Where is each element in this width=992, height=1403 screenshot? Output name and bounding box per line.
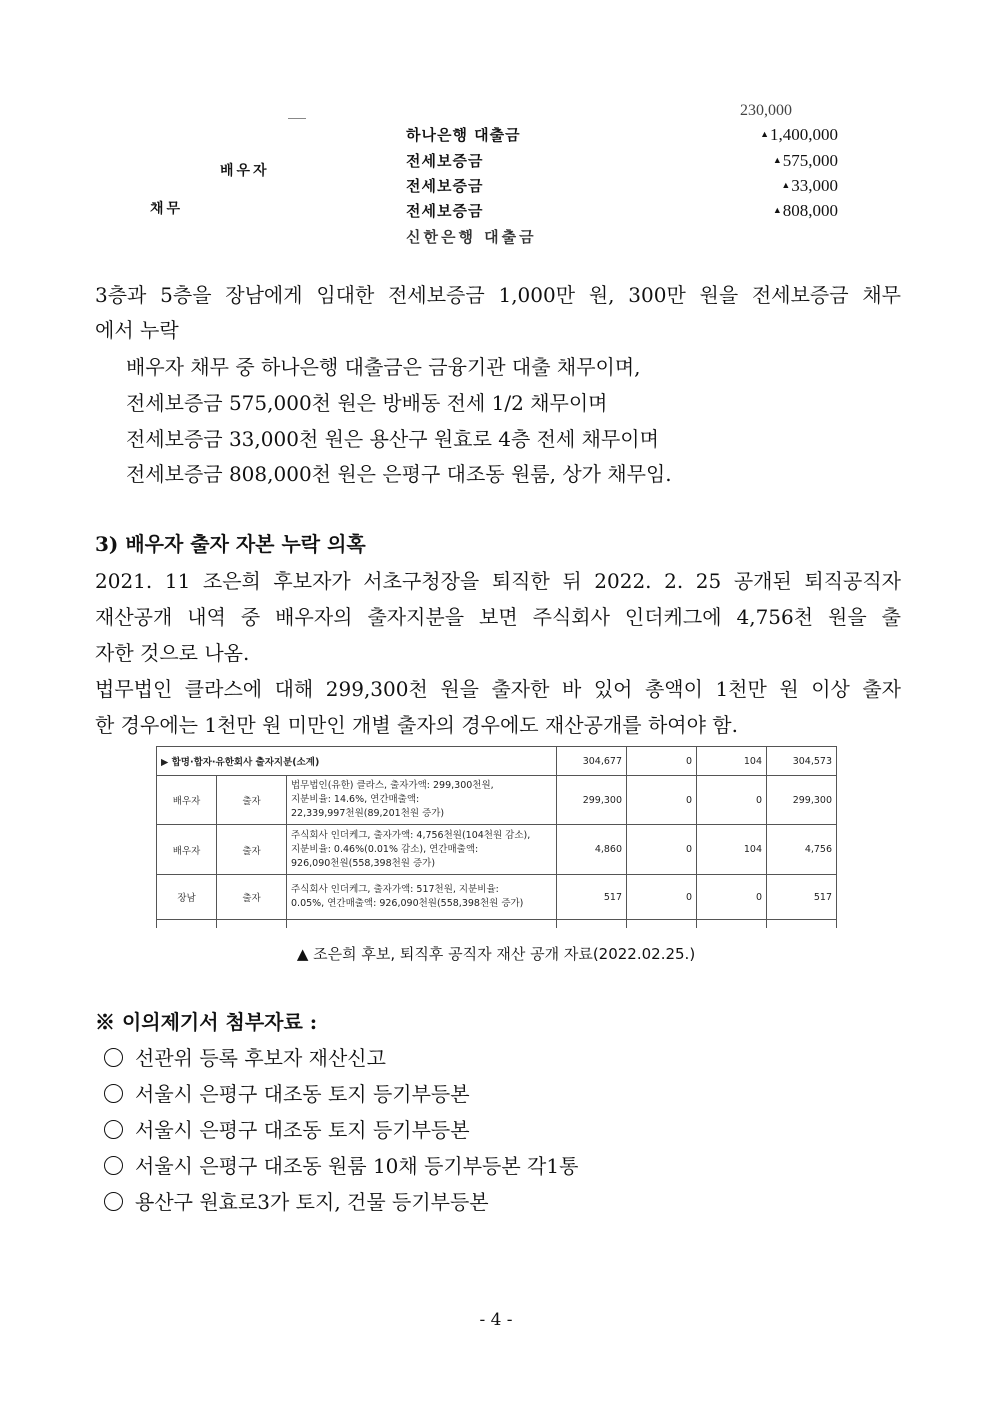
description-cell: 주식회사 인더케그, 출자가액: 517천원, 지분비율: 0.05%, 연간매출액: 926,090천원(558,398천원 증가) <box>287 875 557 920</box>
cut-bottom-text: 신한은행 대출금 <box>406 228 537 246</box>
paragraph-line: 자한 것으로 나옴. <box>95 641 250 665</box>
attachment-item: 선관위 등록 후보자 재산신고 <box>104 1042 386 1071</box>
page-number: - 4 - <box>479 1310 513 1330</box>
table-row <box>157 776 837 825</box>
debt-row-amount: ▲33,000 <box>781 176 838 195</box>
circle-icon <box>104 1048 123 1067</box>
paragraph-line: 한 경우에는 1천만 원 미만인 개별 출자의 경우에도 재산공개를 하여야 함. <box>95 713 738 737</box>
paragraph-line: 2021. 11 조은희 후보자가 서초구청장을 퇴직한 뒤 2022. 2. 25 공개된 퇴직공직자 <box>95 569 901 593</box>
attachment-item: 서울시 은평구 대조동 토지 등기부등본 <box>104 1114 470 1143</box>
header-value: 0 <box>627 747 697 776</box>
value-cell: 299,300 <box>557 776 627 825</box>
circle-icon <box>104 1120 123 1139</box>
header-value: 304,573 <box>767 747 837 776</box>
table-header-row <box>157 747 837 776</box>
debt-detail-line: 전세보증금 808,000천 원은 은평구 대조동 원룸, 상가 채무임. <box>126 462 672 486</box>
value-cell: 0 <box>627 825 697 875</box>
triangle-icon: ▲ <box>772 155 782 165</box>
type-cell: 출자 <box>217 825 287 875</box>
value-cell: 104 <box>697 825 767 875</box>
debt-detail-line: 전세보증금 575,000천 원은 방배동 전세 1/2 채무이며 <box>126 391 608 415</box>
header-value: 304,677 <box>557 747 627 776</box>
value-cell: 299,300 <box>767 776 837 825</box>
triangle-icon: ▲ <box>781 180 791 190</box>
debt-row <box>406 124 846 148</box>
section-heading: 3) 배우자 출자 자본 누락 의혹 <box>95 532 366 556</box>
description-cell: 주식회사 인더케그, 출자가액: 4,756천원(104천원 감소), 지분비율: 0.46%(0.01% 감소), 연간매출액: 926,090천원(558,398천원 증가) <box>287 825 557 875</box>
attachment-item: 용산구 원효로3가 토지, 건물 등기부등본 <box>104 1186 489 1215</box>
capital-table-image <box>156 746 840 930</box>
table-row-cut <box>157 920 837 929</box>
type-cell: 출자 <box>217 776 287 825</box>
attachment-item: 서울시 은평구 대조동 토지 등기부등본 <box>104 1078 470 1107</box>
debt-row-amount: ▲1,400,000 <box>760 125 838 144</box>
value-cell: 517 <box>767 875 837 920</box>
attachments-title: ※ 이의제기서 첨부자료 : <box>95 1010 318 1034</box>
divider <box>288 118 306 119</box>
table-row <box>157 825 837 875</box>
header-value: 104 <box>697 747 767 776</box>
relation-cell: 배우자 <box>157 776 217 825</box>
debt-detail-line: 배우자 채무 중 하나은행 대출금은 금융기관 대출 채무이며, <box>126 355 641 379</box>
value-cell: 0 <box>627 776 697 825</box>
triangle-icon: ▲ <box>760 129 769 139</box>
circle-icon <box>104 1192 123 1211</box>
header-label: ▶ 합명·합자·유한회사 출자지분(소계) <box>157 747 557 776</box>
relation-cell: 배우자 <box>157 825 217 875</box>
debt-row <box>406 200 846 224</box>
cut-top-text: 230,000 <box>740 102 792 119</box>
circle-icon <box>104 1156 123 1175</box>
value-cell: 0 <box>627 875 697 920</box>
label-spouse: 배우자 <box>220 163 270 179</box>
type-cell: 출자 <box>217 875 287 920</box>
debt-row-name: 전세보증금 <box>406 177 484 195</box>
value-cell: 517 <box>557 875 627 920</box>
value-cell: 0 <box>697 776 767 825</box>
value-cell: 4,756 <box>767 825 837 875</box>
debt-row-name: 하나은행 대출금 <box>406 126 521 144</box>
paragraph-line: 재산공개 내역 중 배우자의 출자지분을 보면 주식회사 인더케그에 4,756천 원을 출 <box>95 605 901 629</box>
paragraph-line: 에서 누락 <box>95 318 179 342</box>
relation-cell: 장남 <box>157 875 217 920</box>
table-row <box>157 875 837 920</box>
paragraph-line: 법무법인 클라스에 대해 299,300천 원을 출자한 바 있어 총액이 1천만 원 이상 출자 <box>95 677 901 701</box>
attachment-item: 서울시 은평구 대조동 원룸 10채 등기부등본 각1통 <box>104 1150 578 1179</box>
label-debt: 채무 <box>150 201 184 217</box>
value-cell: 4,860 <box>557 825 627 875</box>
debt-row-name: 전세보증금 <box>406 152 484 170</box>
debt-row-amount: ▲808,000 <box>772 201 838 220</box>
debt-row-amount: ▲575,000 <box>772 151 838 170</box>
value-cell: 0 <box>697 875 767 920</box>
debt-row <box>406 175 846 199</box>
debt-row-name: 전세보증금 <box>406 202 484 220</box>
table-caption: ▲ 조은희 후보, 퇴직후 공직자 재산 공개 자료(2022.02.25.) <box>296 945 696 963</box>
description-cell: 법무법인(유한) 클라스, 출자가액: 299,300천원, 지분비율: 14.6%, 연간매출액: 22,339,997천원(89,201천원 증가) <box>287 776 557 825</box>
circle-icon <box>104 1084 123 1103</box>
triangle-icon: ▲ <box>772 205 782 215</box>
debt-detail-line: 전세보증금 33,000천 원은 용산구 원효로 4층 전세 채무이며 <box>126 427 659 451</box>
debt-row <box>406 150 846 174</box>
paragraph-line: 3층과 5층을 장남에게 임대한 전세보증금 1,000만 원, 300만 원을 전세보증금 채무 <box>95 283 901 307</box>
debt-snippet-image <box>140 102 850 246</box>
capital-table <box>156 746 837 928</box>
